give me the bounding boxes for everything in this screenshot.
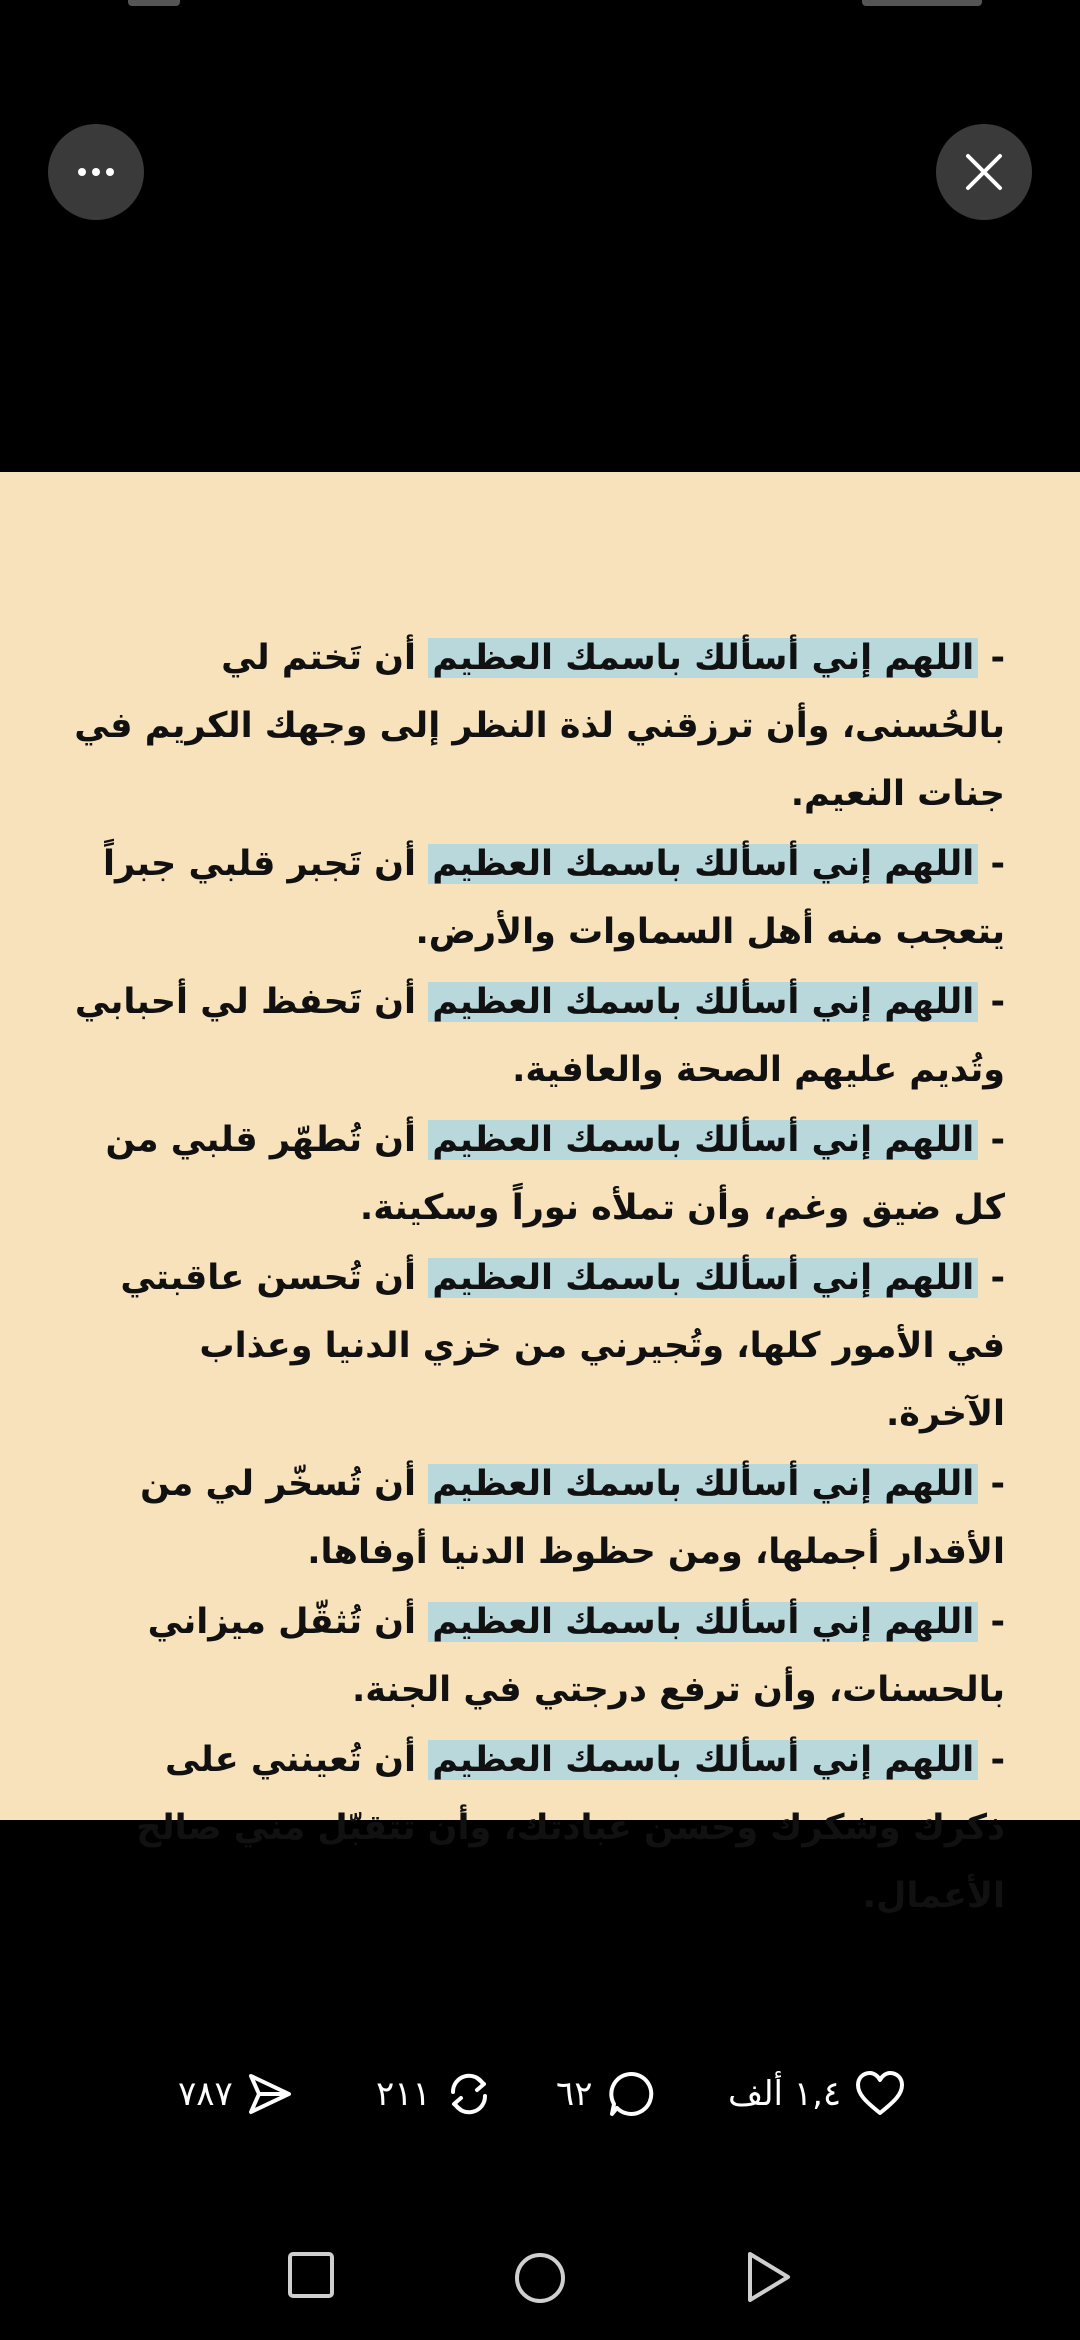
share-button[interactable]: [178, 2058, 295, 2130]
dua-text: أن تَجبر قلبي جبراً يتعجب منه أهل السماوات والأرض.: [103, 844, 1005, 952]
repost-count: ٢١١: [376, 2074, 431, 2114]
dua-item: - اللهم إني أسألك باسمك العظيم أن تُعينني على ذكرك وشكرك وحسن عبادتك، وأن تتقبّل مني صالح الأعمال.: [136, 1740, 1005, 1916]
home-nav-button[interactable]: [512, 2250, 568, 2306]
dua-item: - اللهم إني أسألك باسمك العظيم أن تُسخّر لي من الأقدار أجملها، ومن حظوظ الدنيا أوفاها.: [140, 1464, 1005, 1572]
post-image: [0, 472, 1080, 1916]
dua-highlight: اللهم إني أسألك باسمك العظيم: [428, 1464, 978, 1504]
more-options-button[interactable]: [48, 124, 144, 220]
dua-text: أن تُسخّر لي من الأقدار أجملها، ومن حظوظ الدنيا أوفاها.: [140, 1464, 1005, 1572]
dua-highlight: اللهم إني أسألك باسمك العظيم: [428, 844, 978, 884]
dua-item: - اللهم إني أسألك باسمك العظيم أن تُطهّر قلبي من كل ضيق وغم، وأن تملأه نوراً وسكينة.: [105, 1120, 1005, 1228]
comment-button[interactable]: [556, 2058, 657, 2130]
comment-icon: [605, 2068, 657, 2120]
repost-button[interactable]: [376, 2058, 495, 2130]
status-bar-fragment: [862, 0, 982, 6]
heart-icon: [853, 2067, 907, 2121]
dua-highlight: اللهم إني أسألك باسمك العظيم: [428, 1258, 978, 1298]
dua-text: أن تُطهّر قلبي من كل ضيق وغم، وأن تملأه نوراً وسكينة.: [105, 1120, 1005, 1228]
dua-highlight: اللهم إني أسألك باسمك العظيم: [428, 982, 978, 1022]
share-count: ٧٨٧: [178, 2074, 233, 2114]
status-bar-fragment: [128, 0, 180, 6]
dua-text: أن تَحفظ لي أحبابي وتُديم عليهم الصحة والعافية.: [74, 982, 1005, 1090]
recents-nav-button[interactable]: [286, 2250, 336, 2300]
dua-text: أن تُحسن عاقبتي في الأمور كلها، وتُجيرني من خزي الدنيا وعذاب الآخرة.: [120, 1258, 1005, 1434]
dua-list: [70, 624, 1005, 1932]
close-button[interactable]: [936, 124, 1032, 220]
dua-highlight: اللهم إني أسألك باسمك العظيم: [428, 1120, 978, 1160]
close-icon: [964, 152, 1004, 192]
more-icon: [76, 166, 116, 178]
dua-item: - اللهم إني أسألك باسمك العظيم أن تَحفظ لي أحبابي وتُديم عليهم الصحة والعافية.: [74, 982, 1005, 1090]
dua-highlight: اللهم إني أسألك باسمك العظيم: [428, 638, 978, 678]
like-count: ١,٤ ألف: [728, 2074, 842, 2114]
repost-icon: [443, 2068, 495, 2120]
dua-item: - اللهم إني أسألك باسمك العظيم أن تَختم لي بالحُسنى، وأن ترزقني لذة النظر إلى وجهك الكريم في جنات النعيم.: [74, 638, 1005, 814]
dua-text: أن تُثقّل ميزاني بالحسنات، وأن ترفع درجتي في الجنة.: [147, 1602, 1005, 1710]
send-icon: [245, 2069, 295, 2119]
dua-item: - اللهم إني أسألك باسمك العظيم أن تُحسن عاقبتي في الأمور كلها، وتُجيرني من خزي الدنيا وعذاب الآخرة.: [120, 1258, 1005, 1434]
dua-item: - اللهم إني أسألك باسمك العظيم أن تَجبر قلبي جبراً يتعجب منه أهل السماوات والأرض.: [103, 844, 1005, 952]
dua-item: - اللهم إني أسألك باسمك العظيم أن تُثقّل ميزاني بالحسنات، وأن ترفع درجتي في الجنة.: [147, 1602, 1005, 1710]
system-nav-bar: [0, 2240, 1080, 2320]
comment-count: ٦٢: [556, 2074, 593, 2114]
dua-text: أن تُعينني على ذكرك وشكرك وحسن عبادتك، وأن تتقبّل مني صالح الأعمال.: [136, 1740, 1005, 1916]
like-button[interactable]: [728, 2058, 907, 2130]
dua-highlight: اللهم إني أسألك باسمك العظيم: [428, 1740, 978, 1780]
reaction-bar: [0, 2058, 1080, 2130]
dua-text: أن تَختم لي بالحُسنى، وأن ترزقني لذة النظر إلى وجهك الكريم في جنات النعيم.: [74, 638, 1005, 814]
back-nav-button[interactable]: [744, 2250, 794, 2304]
dua-highlight: اللهم إني أسألك باسمك العظيم: [428, 1602, 978, 1642]
